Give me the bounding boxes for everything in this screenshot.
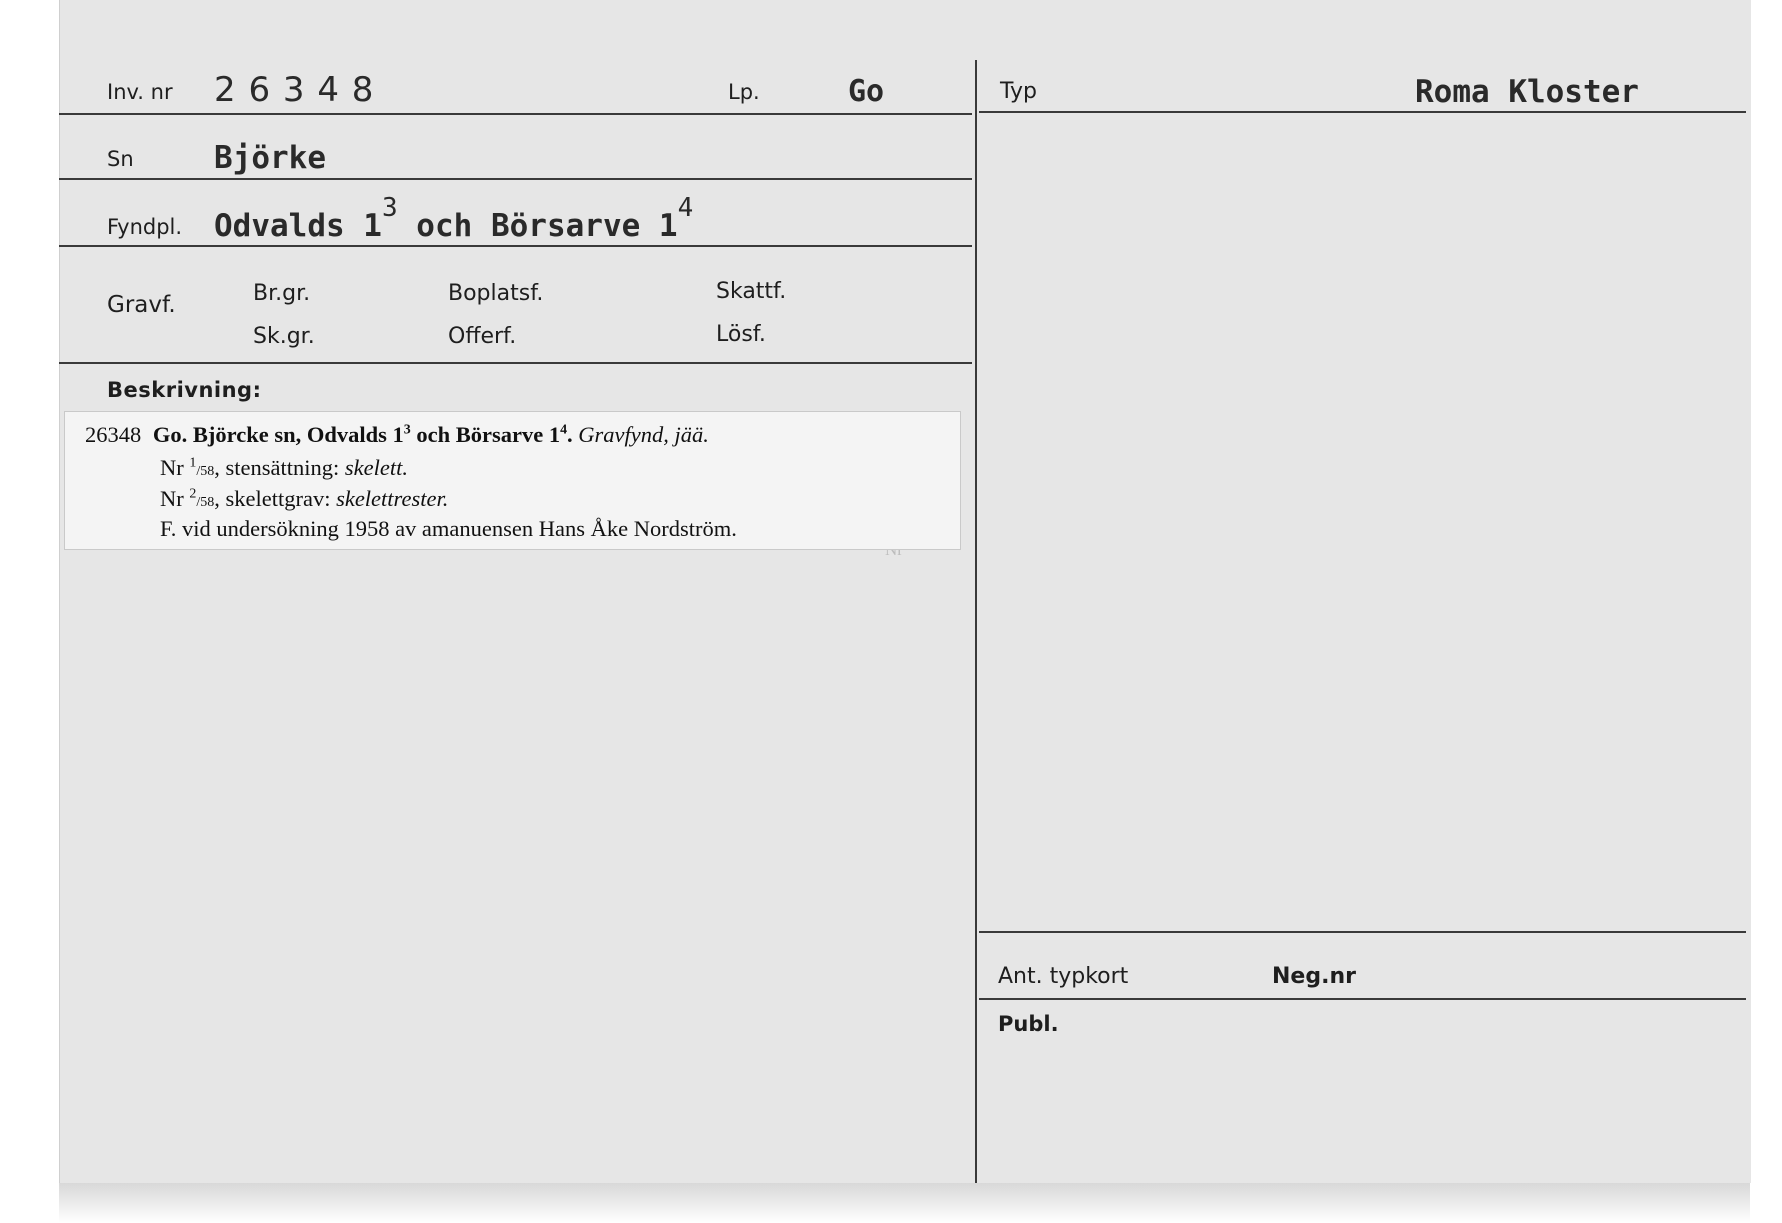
- slip-line3-prefix: Nr: [160, 486, 190, 511]
- rule-sn: [59, 178, 972, 180]
- slip-line-3: [160, 486, 448, 512]
- slip-line3-italic: skelettrester.: [336, 486, 449, 511]
- boplatsf-label: Boplatsf.: [448, 281, 544, 306]
- slip-line2-frac-den: /58: [196, 464, 215, 479]
- card-shadow: [59, 1183, 1750, 1223]
- gravf-label: Gravf.: [107, 292, 176, 318]
- fyndpl-part1: Odvalds 1: [214, 208, 382, 244]
- slip-title-mid: och Börsarve 1: [410, 422, 561, 447]
- skattf-label: Skattf.: [716, 279, 787, 304]
- slip-line-1: [85, 422, 709, 448]
- lp-value: Go: [848, 74, 885, 109]
- rule-typ: [979, 111, 1746, 113]
- offerf-label: Offerf.: [448, 324, 517, 349]
- rule-inv: [59, 113, 972, 115]
- slip-number: 26348: [85, 422, 142, 447]
- rule-fyndpl: [59, 245, 972, 247]
- sn-label: Sn: [107, 147, 134, 171]
- slip-line3-frac-den: /58: [196, 495, 215, 510]
- publ-label: Publ.: [998, 1012, 1059, 1036]
- inv-value: 2 6 3 4 8: [214, 70, 375, 110]
- skgr-label: Sk.gr.: [253, 324, 315, 349]
- losf-label: Lösf.: [716, 322, 766, 347]
- slip-title-italic: Gravfynd, jää.: [578, 422, 709, 447]
- fyndpl-value: [214, 193, 694, 244]
- neg-nr-label: Neg.nr: [1272, 964, 1356, 989]
- slip-line3-frac-num: 2: [189, 486, 197, 502]
- slip-line2-prefix: Nr: [160, 455, 190, 480]
- rule-ant: [979, 931, 1746, 933]
- beskrivning-label: Beskrivning:: [107, 378, 262, 402]
- center-divider: [975, 60, 977, 1183]
- slip-line-4: F. vid undersökning 1958 av amanuensen Hans Åke Nordström.: [160, 516, 737, 541]
- fyndpl-part2: och Börsarve 1: [397, 208, 678, 244]
- slip-line2-text: , stensättning:: [214, 455, 345, 480]
- slip-line2-italic: skelett.: [344, 455, 408, 480]
- description-slip: [64, 411, 961, 550]
- sn-value: Björke: [214, 140, 326, 176]
- ant-typkort-label: Ant. typkort: [998, 964, 1129, 989]
- slip-title-sup2: 4: [560, 422, 568, 438]
- slip-line-2: [160, 455, 408, 481]
- rule-publ: [979, 998, 1746, 1000]
- inv-label: Inv. nr: [107, 80, 173, 104]
- lp-label: Lp.: [728, 80, 760, 104]
- fyndpl-sup2: 4: [677, 193, 694, 223]
- slip-title-end: .: [567, 422, 573, 447]
- fyndpl-sup1: 3: [381, 193, 398, 223]
- typ-label: Typ: [1000, 79, 1037, 104]
- brgr-label: Br.gr.: [253, 281, 311, 306]
- typ-value: Roma Kloster: [1415, 74, 1639, 110]
- slip-line3-text: , skelettgrav:: [214, 486, 337, 511]
- fyndpl-label: Fyndpl.: [107, 215, 183, 239]
- rule-gravf: [59, 362, 972, 364]
- slip-title: Go. Björcke sn, Odvalds 1: [152, 422, 404, 447]
- slip-title-sup1: 3: [403, 422, 411, 438]
- slip-line2-frac-num: 1: [189, 455, 197, 471]
